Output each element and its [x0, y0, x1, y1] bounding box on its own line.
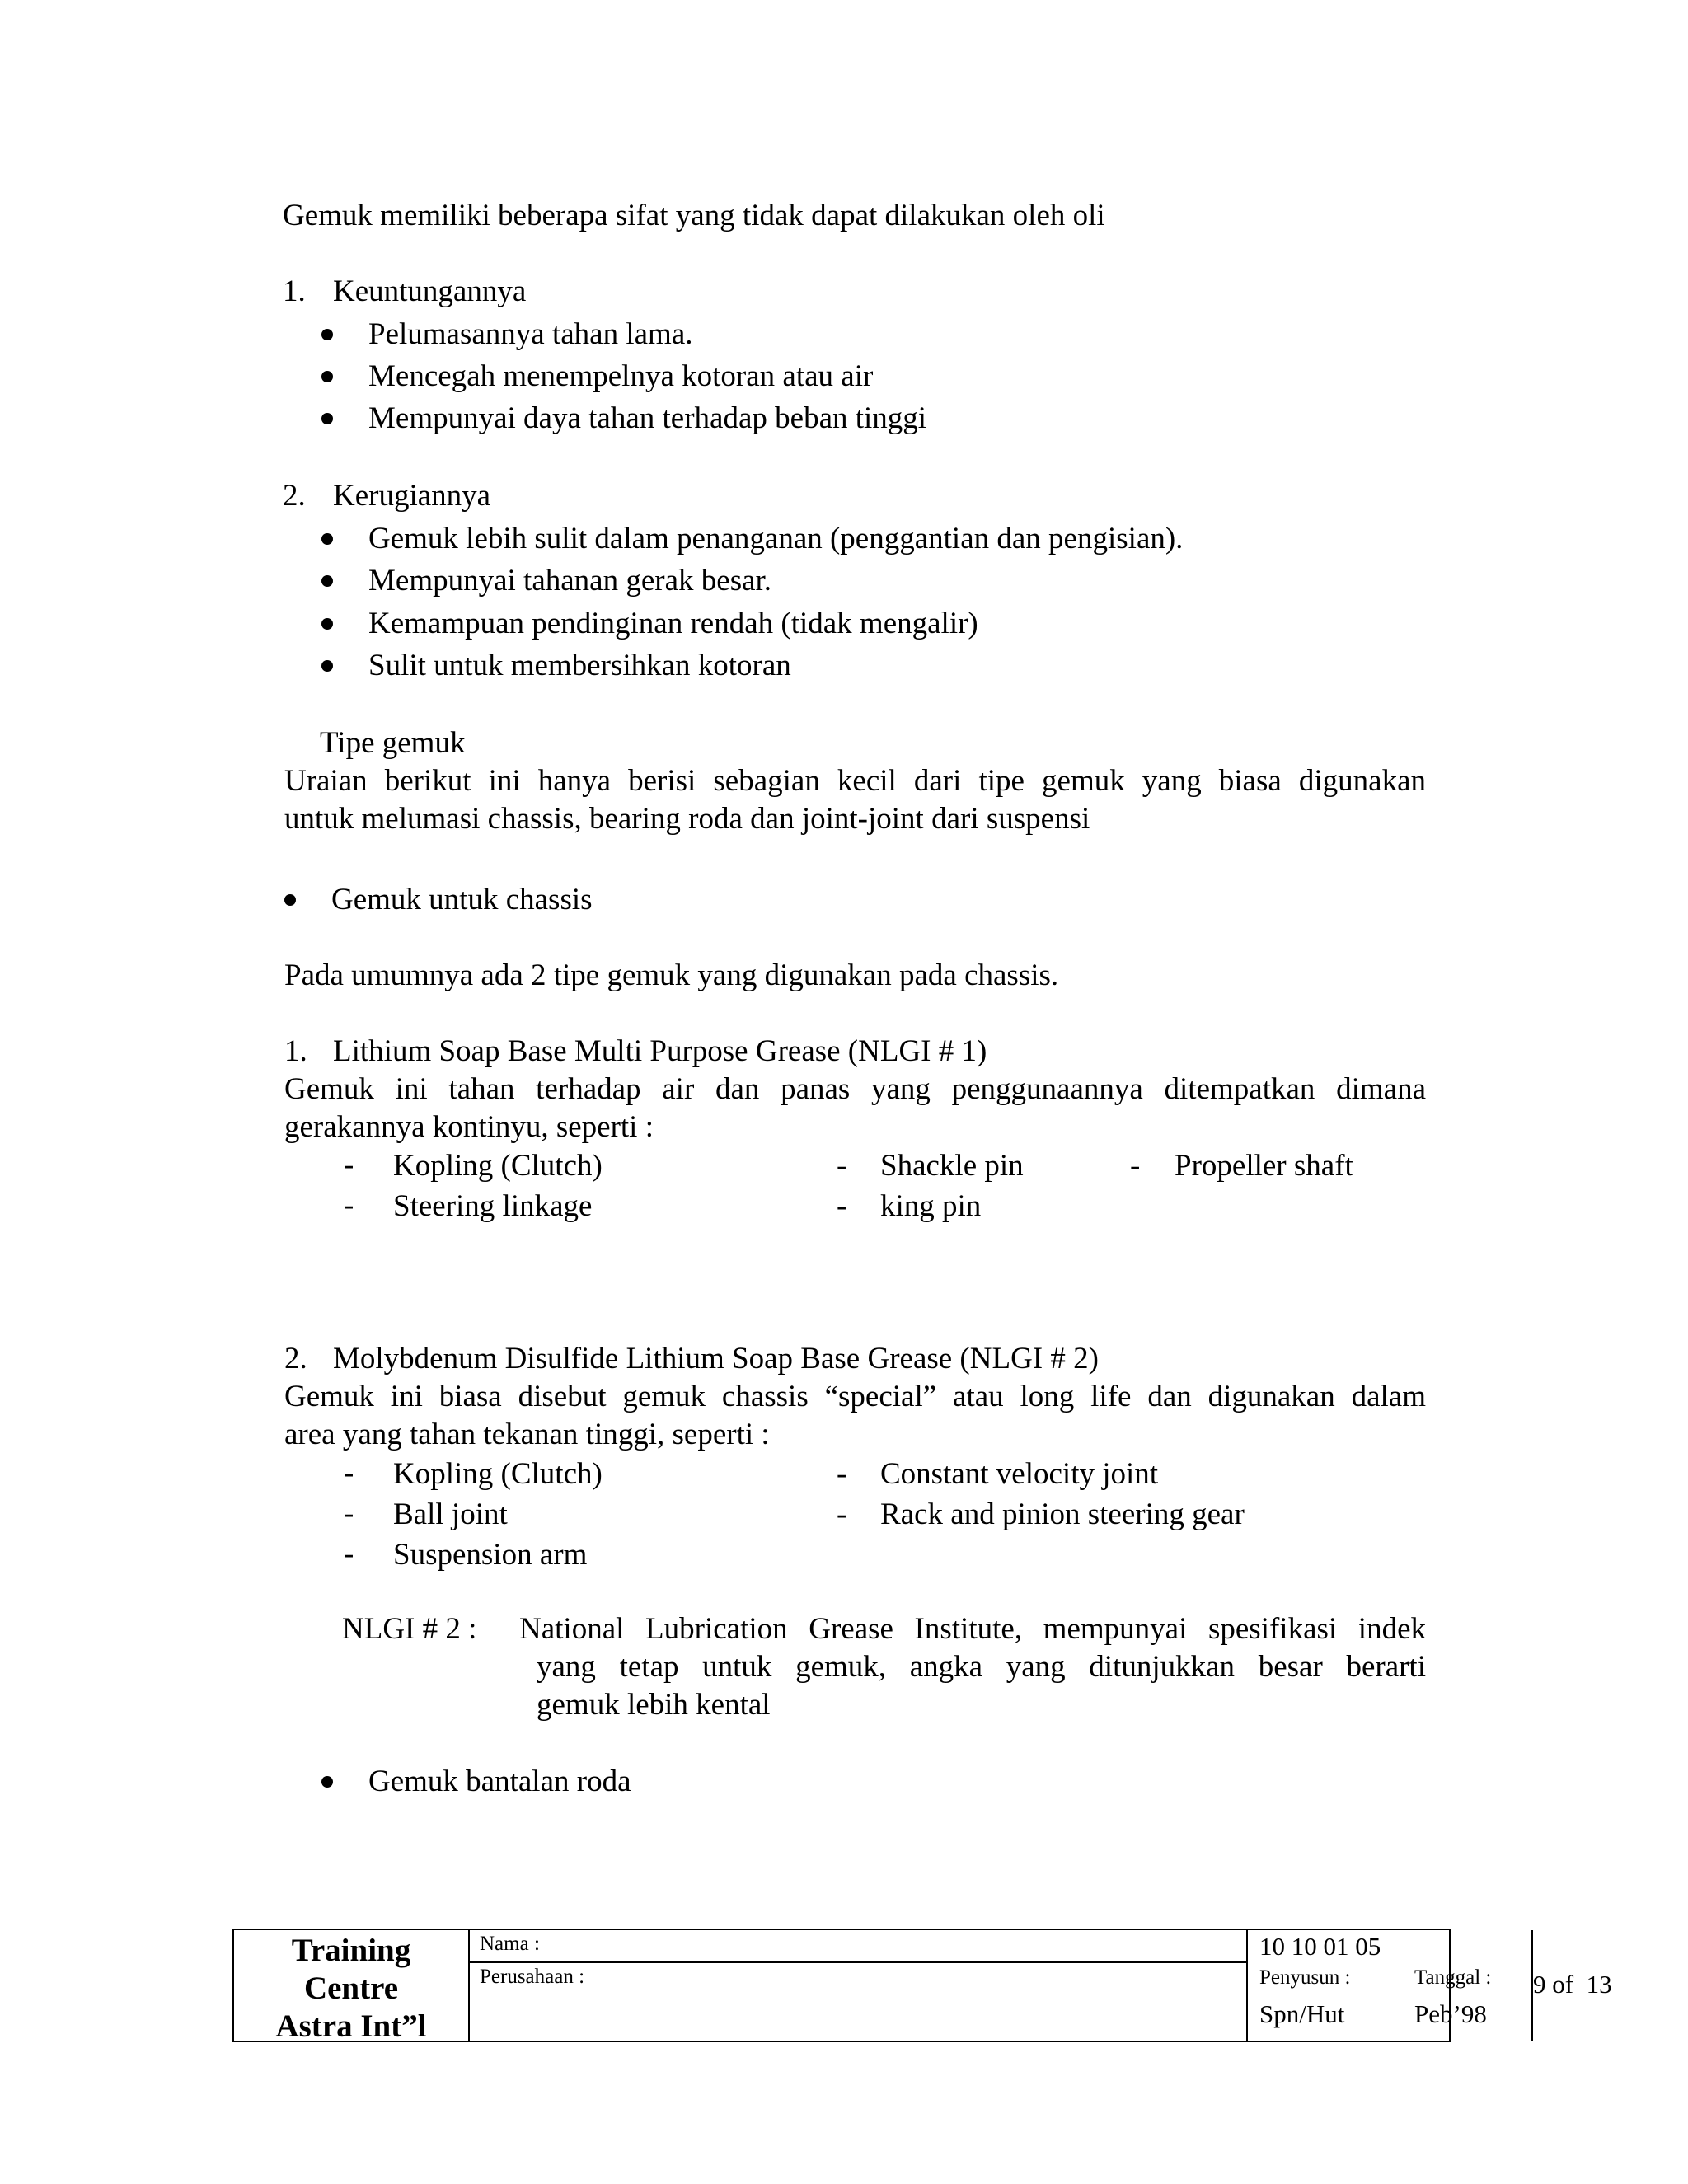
intro-text: Gemuk memiliki beberapa sifat yang tidak dapat dilakukan oleh oli [283, 199, 1105, 232]
list-number: 1. [284, 1034, 307, 1068]
dash-icon: - [344, 1148, 354, 1182]
chassis-bullet: Gemuk untuk chassis [331, 883, 593, 916]
grease2-desc-line1: Gemuk ini biasa disebut gemuk chassis “special” atau long life dan digunakan dalam [284, 1380, 1426, 1413]
nama-label: Nama : [480, 1933, 540, 1955]
bullet-icon [321, 371, 333, 382]
list-number: 2. [284, 1342, 307, 1376]
penyusun-value: Spn/Hut [1259, 1999, 1345, 2028]
wheel-bearing-bullet: Gemuk bantalan roda [368, 1765, 631, 1798]
bullet-icon [321, 329, 333, 340]
types-paragraph-line2: untuk melumasi chassis, bearing roda dan joint-joint dari suspensi [284, 802, 1090, 836]
list-item: Sulit untuk membersihkan kotoran [368, 649, 791, 682]
use-item: king pin [880, 1189, 982, 1223]
footer-brand [234, 1930, 470, 2044]
use-item: Propeller shaft [1175, 1149, 1353, 1183]
grease2-title: Molybdenum Disulfide Lithium Soap Base Grease (NLGI # 2) [333, 1342, 1099, 1376]
dash-icon: - [344, 1497, 354, 1530]
dash-icon: - [837, 1189, 847, 1223]
list-number: 2. [283, 479, 306, 513]
use-item: Ball joint [393, 1497, 508, 1531]
grease1-desc-line1: Gemuk ini tahan terhadap air dan panas yang penggunaannya ditempatkan dimana [284, 1072, 1426, 1106]
bullet-icon [321, 618, 333, 630]
chassis-intro: Pada umumnya ada 2 tipe gemuk yang digunakan pada chassis. [284, 958, 1059, 992]
nlgi-line1: National Lubrication Grease Institute, mempunyai spesifikasi indek [519, 1612, 1426, 1646]
bullet-icon [321, 533, 333, 545]
use-item: Shackle pin [880, 1149, 1024, 1183]
bullet-icon [321, 575, 333, 587]
dash-icon: - [344, 1188, 354, 1222]
nama-row [470, 1930, 1246, 1963]
document-code: 10 10 01 05 [1259, 1932, 1381, 1961]
footer-code-cell [1248, 1930, 1533, 2041]
list-item: Mencegah menempelnya kotoran atau air [368, 359, 874, 393]
use-item: Suspension arm [393, 1538, 588, 1572]
tanggal-value: Peb’98 [1414, 1999, 1487, 2028]
tanggal-label: Tanggal : [1414, 1966, 1492, 1989]
list-item: Pelumasannya tahan lama. [368, 317, 693, 351]
penyusun-label: Penyusun : [1259, 1966, 1351, 1989]
list-number: 1. [283, 274, 306, 308]
bullet-icon [321, 660, 333, 672]
perusahaan-label: Perusahaan : [480, 1966, 585, 1988]
footer-fields [470, 1930, 1248, 2041]
bullet-icon [284, 894, 296, 906]
nlgi-line3: gemuk lebih kental [537, 1688, 771, 1722]
list-item: Kemampuan pendinginan rendah (tidak mengalir) [368, 607, 978, 640]
list-item: Mempunyai daya tahan terhadap beban tinggi [368, 401, 927, 435]
bullet-icon [321, 413, 333, 424]
brand-line: Centre [303, 1971, 399, 2006]
dash-icon: - [837, 1497, 847, 1531]
dash-icon: - [837, 1457, 847, 1491]
use-item: Kopling (Clutch) [393, 1457, 603, 1491]
grease2-desc-line2: area yang tahan tekanan tinggi, seperti : [284, 1418, 770, 1451]
dash-icon: - [1130, 1149, 1141, 1183]
bullet-icon [321, 1776, 333, 1788]
dash-icon: - [344, 1537, 354, 1571]
brand-line: Training [291, 1933, 411, 1968]
grease1-title: Lithium Soap Base Multi Purpose Grease (NLGI # 1) [333, 1034, 987, 1068]
nlgi-line2: yang tetap untuk gemuk, angka yang ditunjukkan besar berarti [537, 1650, 1426, 1684]
types-paragraph-line1: Uraian berikut ini hanya berisi sebagian kecil dari tipe gemuk yang biasa digunakan [284, 764, 1426, 798]
use-item: Steering linkage [393, 1189, 593, 1223]
section-heading-advantages: Keuntungannya [333, 274, 527, 308]
types-heading: Tipe gemuk [320, 726, 466, 760]
footer-table: Training Centre Astra Int”l Nama : Perusahaan : 10 10 01 05 Penyusun : Tanggal : Spn/Hut Peb’98 9 of 13 [232, 1929, 1451, 2042]
brand-line: Astra Int”l [275, 2008, 427, 2044]
dash-icon: - [344, 1456, 354, 1490]
section-heading-disadvantages: Kerugiannya [333, 479, 491, 513]
list-item: Mempunyai tahanan gerak besar. [368, 564, 772, 598]
nlgi-label: NLGI # 2 : [342, 1612, 477, 1646]
use-item: Constant velocity joint [880, 1457, 1159, 1491]
use-item: Rack and pinion steering gear [880, 1497, 1245, 1531]
dash-icon: - [837, 1149, 847, 1183]
list-item: Gemuk lebih sulit dalam penanganan (penggantian dan pengisian). [368, 522, 1184, 555]
grease1-desc-line2: gerakannya kontinyu, seperti : [284, 1110, 654, 1144]
use-item: Kopling (Clutch) [393, 1149, 603, 1183]
